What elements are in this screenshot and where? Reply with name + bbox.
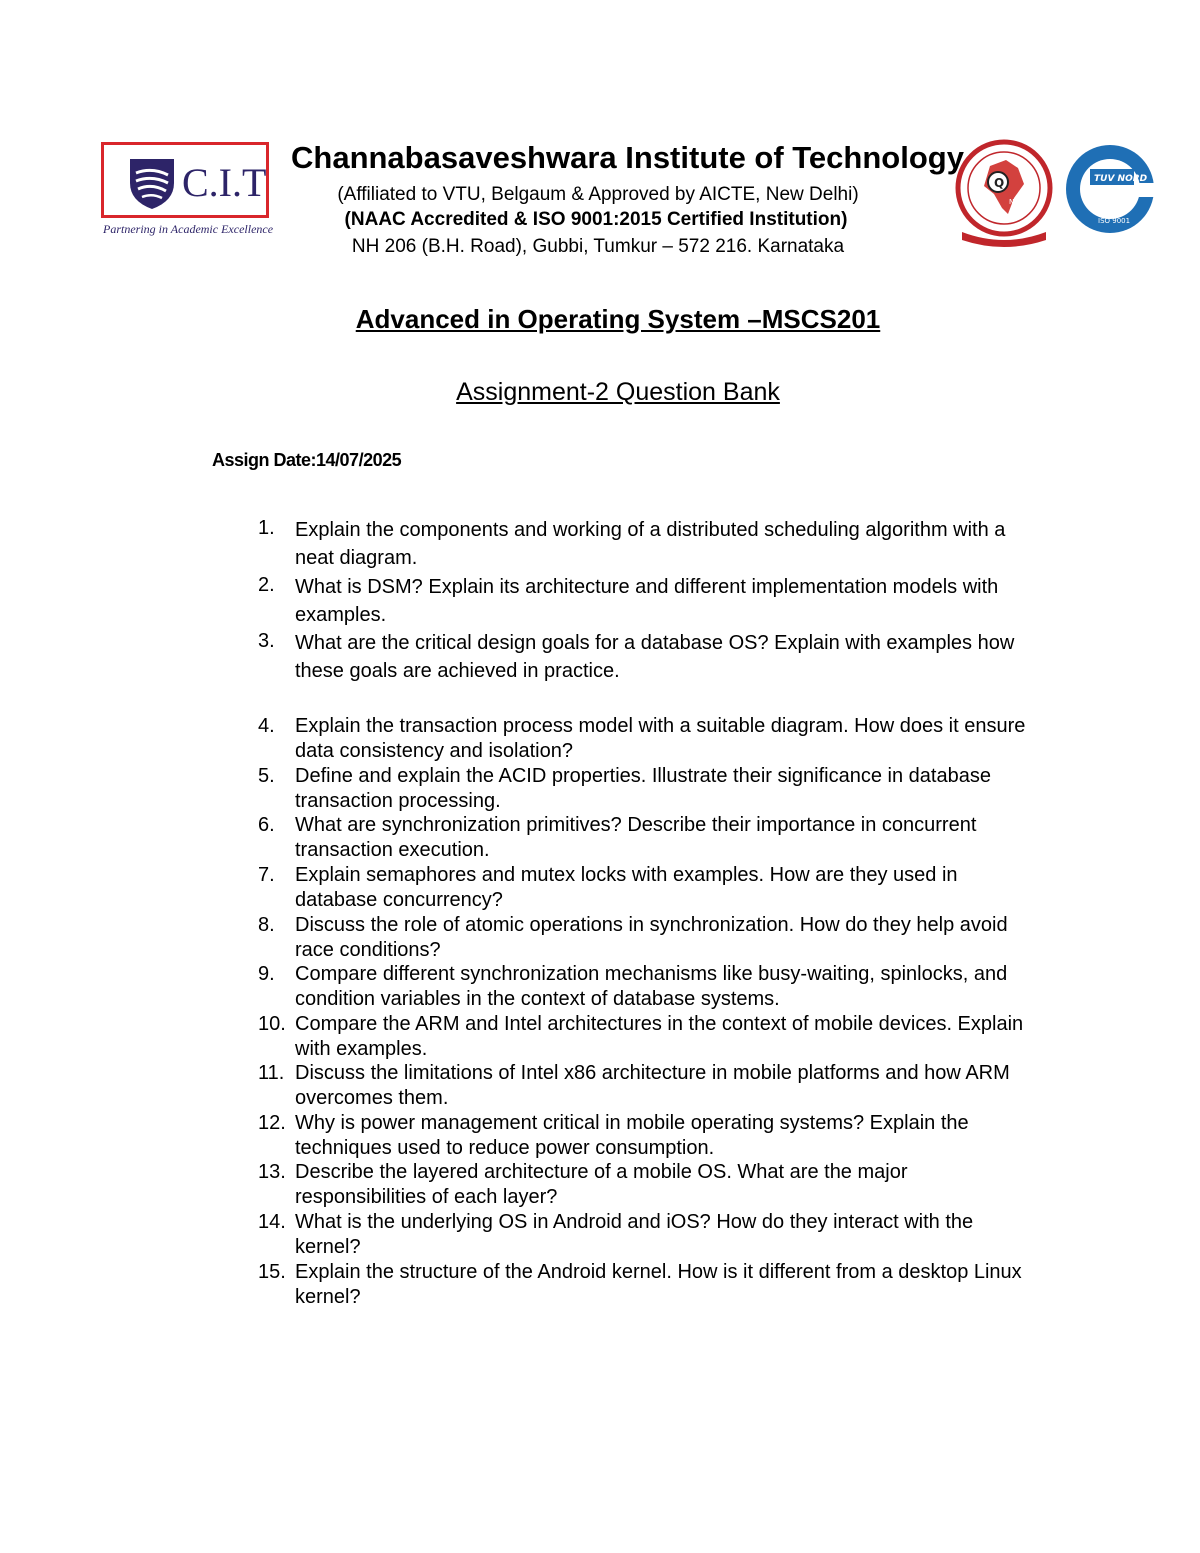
tuv-logo-sub: ISO 9001 <box>1098 217 1131 225</box>
question-number: 15. <box>258 1261 286 1283</box>
question-text: Compare the ARM and Intel architectures in the context of mobile devices. Explain with examples. <box>295 1013 1024 1060</box>
question-text: What is the underlying OS in Android and iOS? How do they interact with the kernel? <box>295 1211 974 1258</box>
question-number: 4. <box>258 715 275 737</box>
question-text: Compare different synchronization mechanisms like busy-waiting, spinlocks, and condition variables in the context of database systems. <box>295 963 1008 1010</box>
question-number: 14. <box>258 1211 286 1233</box>
naac-seal-icon <box>954 136 1060 248</box>
question-number: 11. <box>258 1062 285 1084</box>
question-text: Explain semaphores and mutex locks with examples. How are they used in database concurrency? <box>295 864 958 911</box>
question-number: 12. <box>258 1112 286 1134</box>
question-number: 9. <box>258 963 275 985</box>
question-number: 5. <box>258 765 275 787</box>
question-text: Why is power management critical in mobile operating systems? Explain the techniques used to reduce power consumption. <box>295 1112 969 1159</box>
cit-logo-tagline: Partnering in Academic Excellence <box>103 222 274 236</box>
question-text: Explain the transaction process model with a suitable diagram. How does it ensure data consistency and isolation? <box>295 715 1026 762</box>
assignment-title-text: Assignment-2 Question Bank <box>456 378 780 406</box>
assign-date: Assign Date:14/07/2025 <box>212 450 402 470</box>
question-text: Discuss the limitations of Intel x86 architecture in mobile platforms and how ARM overcomes them. <box>295 1062 1010 1109</box>
question-number: 7. <box>258 864 275 886</box>
question-text: Discuss the role of atomic operations in synchronization. How do they help avoid race conditions? <box>295 914 1008 961</box>
question-number: 6. <box>258 814 275 836</box>
address-text: NH 206 (B.H. Road), Gubbi, Tumkur – 572 216. Karnataka <box>351 236 845 257</box>
question-text: Describe the layered architecture of a mobile OS. What are the major responsibilities of each layer? <box>295 1161 908 1208</box>
question-number: 2. <box>258 574 275 596</box>
question-text: Explain the components and working of a distributed scheduling algorithm with a neat diagram. <box>295 519 1006 569</box>
accreditation-text: (NAAC Accredited & ISO 9001:2015 Certified Institution) <box>344 209 848 230</box>
affiliation-text: (Affiliated to VTU, Belgaum & Approved by AICTE, New Delhi) <box>337 184 859 205</box>
course-title-text: Advanced in Operating System –MSCS201 <box>355 304 881 334</box>
question-number: 13. <box>258 1161 286 1183</box>
naac-seal-text: NAAC <box>1009 198 1029 206</box>
cit-logo-text: C.I.T <box>182 160 267 205</box>
question-text: What are the critical design goals for a database OS? Explain with examples how these goals are achieved in practice. <box>295 632 1015 682</box>
question-text: What are synchronization primitives? Describe their importance in concurrent transaction execution. <box>295 814 977 861</box>
tuv-logo-text: TUV NORD <box>1094 174 1148 184</box>
question-text: What is DSM? Explain its architecture and different implementation models with examples. <box>295 576 999 626</box>
cit-logo-frame <box>101 142 269 218</box>
question-number: 1. <box>258 517 275 539</box>
course-title <box>0 304 1200 335</box>
institute-name: Channabasaveshwara Institute of Technology <box>291 140 964 175</box>
svg-text:Q: Q <box>994 176 1005 190</box>
question-number: 3. <box>258 630 275 652</box>
question-text: Explain the structure of the Android kernel. How is it different from a desktop Linux kernel? <box>295 1261 1022 1308</box>
question-number: 8. <box>258 914 275 936</box>
tuv-logo-icon <box>1064 139 1156 241</box>
question-number: 10. <box>258 1013 286 1035</box>
assignment-title <box>0 378 1200 407</box>
question-text: Define and explain the ACID properties. Illustrate their significance in database transaction processing. <box>295 765 991 812</box>
